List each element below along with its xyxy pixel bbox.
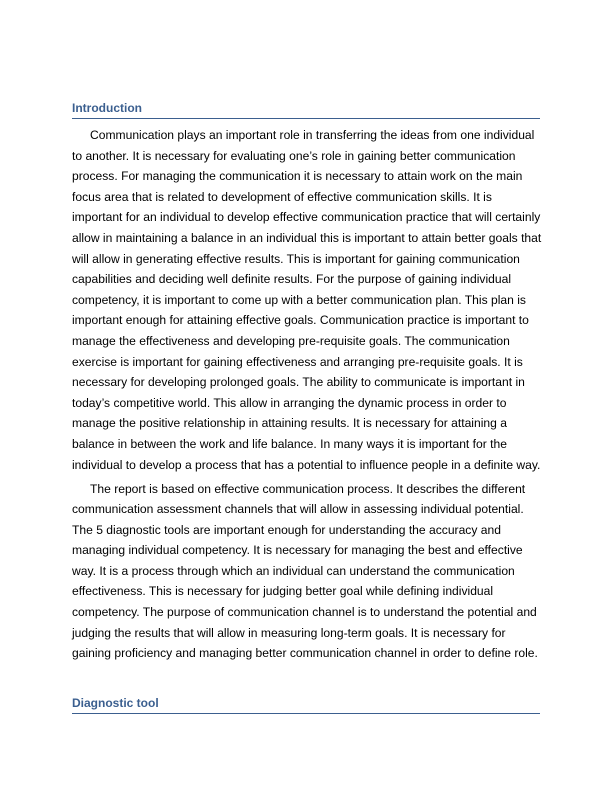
- paragraph-line: important for an individual to develop effective communication practice that will certainly: [72, 210, 541, 225]
- paragraph-line: necessary for developing prolonged goals. The ability to communicate is important in: [72, 375, 525, 390]
- paragraph-line: competency, it is important to come up with a better communication plan. This plan is: [72, 292, 526, 307]
- paragraph-line: effectiveness. This is necessary for judging better goal while defining individual: [72, 584, 494, 599]
- introduction-paragraph-1: [72, 125, 540, 475]
- paragraph-line: today’s competitive world. This allow in arranging the dynamic process in order to: [72, 395, 507, 410]
- paragraph-line: balance in between the work and life balance. In many ways it is important for the: [72, 436, 507, 451]
- paragraph-line: The 5 diagnostic tools are important enough for understanding the accuracy and: [72, 522, 501, 537]
- paragraph-line: allow in maintaining a balance in an individual this is important to attain better goals that: [72, 230, 542, 245]
- paragraph-line: Communication plays an important role in transferring the ideas from one individual: [90, 128, 535, 142]
- paragraph-line: communication assessment channels that will allow in assessing individual potential.: [72, 502, 524, 517]
- paragraph-line: process. For managing the communication it is necessary to attain work on the main: [72, 169, 523, 184]
- paragraph-line: judging the results that will allow in measuring long-term goals. It is necessary for: [72, 625, 506, 640]
- paragraph-line: manage the positive relationship in attaining results. It is necessary for attaining a: [72, 416, 507, 431]
- paragraph-line: important enough for attaining effective goals. Communication practice is important to: [72, 313, 529, 328]
- paragraph-line: gaining proficiency and managing better communication channel in order to define role.: [72, 646, 538, 661]
- paragraph-line: manage the effectiveness and developing pre-requisite goals. The communication: [72, 333, 510, 348]
- paragraph-line: capabilities and deciding well definite results. For the purpose of gaining individual: [72, 272, 512, 287]
- paragraph-line: exercise is important for gaining effectiveness and arranging pre-requisite goals. It is: [72, 354, 523, 369]
- paragraph-line: will allow in generating effective results. This is important for gaining communication: [72, 251, 520, 266]
- paragraph-line: focus area that is related to development of effective communication skills. It is: [72, 189, 492, 204]
- paragraph-line: individual to develop a process that has a potential to influence people in a definite way.: [72, 457, 541, 472]
- diagnostic-tool-heading: Diagnostic tool: [72, 696, 540, 714]
- paragraph-line: way. It is a process through which an individual can understand the communication: [72, 563, 515, 578]
- paragraph-line: to another. It is necessary for evaluating one’s role in gaining better communication: [72, 148, 516, 163]
- paragraph-line: The report is based on effective communication process. It describes the different: [90, 481, 526, 496]
- paragraph-line: competency. The purpose of communication channel is to understand the potential and: [72, 605, 537, 620]
- paragraph-line: managing individual competency. It is necessary for managing the best and effective: [72, 543, 523, 558]
- introduction-heading: Introduction: [72, 101, 540, 119]
- introduction-paragraph-2: [72, 479, 540, 664]
